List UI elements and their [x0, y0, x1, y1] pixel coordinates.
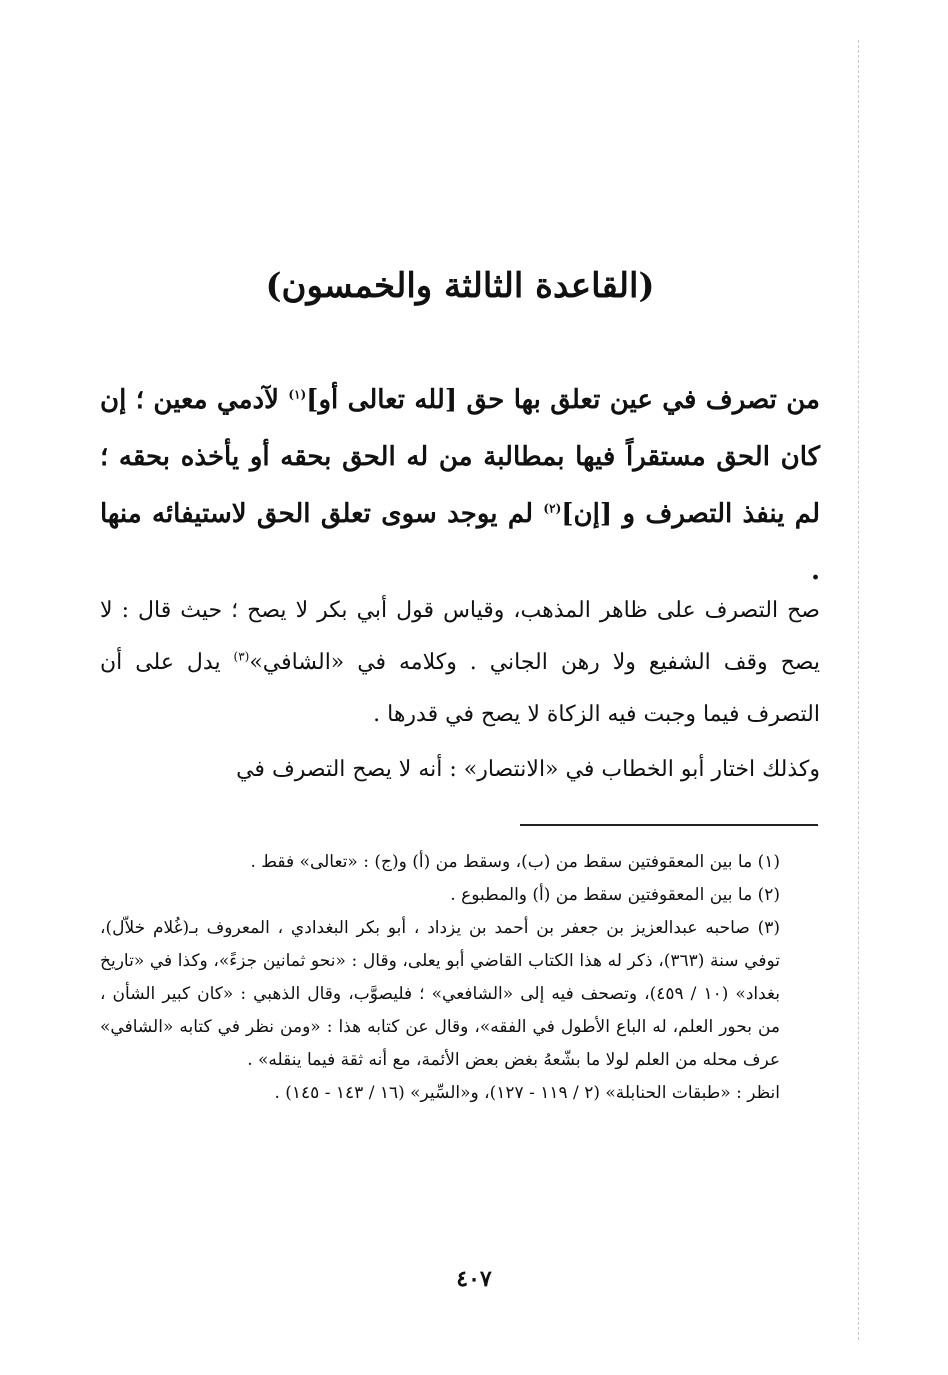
footnote-ref-1: (١)	[288, 387, 307, 402]
scan-edge-line	[858, 40, 859, 1340]
footnote-ref-2: (٢)	[543, 501, 562, 516]
page-number: ٤٠٧	[456, 1266, 492, 1292]
rule-text-part-1: من تصرف في عين تعلق بها حق [لله تعالى أو]	[306, 385, 820, 415]
footnote-separator	[520, 824, 818, 826]
chapter-title: (القاعدة الثالثة والخمسون)	[265, 266, 655, 306]
paragraph-1-part-a: صح التصرف على ظاهر المذهب، وقياس قول أبي بكر لا يصح ؛ حيث قال : لا يصح وقف الشفيع ولا رهن الجاني . وكلامه في «الشافي»	[100, 598, 820, 675]
footnotes-section	[100, 846, 820, 1110]
footnote-1: (١) ما بين المعقوفتين سقط من (ب)، وسقط من (أ) و(ج) : «تعالى» فقط .	[250, 852, 780, 872]
rule-statement	[100, 372, 820, 600]
footnote-ref-3: (٣)	[233, 649, 250, 664]
body-paragraph-2: وكذلك اختار أبو الخطاب في «الانتصار» : أنه لا يصح التصرف في	[236, 757, 820, 782]
rule-text-part-2: لآدمي معين ؛ إن كان الحق مستقراً فيها بمطالبة من له الحق بحقه أو يأخذه بحقه ؛ لم ينفذ التصرف و [إن]	[100, 385, 820, 529]
body-paragraph-1	[100, 585, 820, 741]
footnote-2: (٢) ما بين المعقوفتين سقط من (أ) والمطبوع .	[450, 885, 780, 905]
footnote-3: (٣) صاحبه عبدالعزيز بن جعفر بن أحمد بن يزداد ، أبو بكر البغدادي ، المعروف بـ(غُلام خلاّل)، توفي سنة (٣٦٣)، ذكر له هذا الكتاب القاضي أبو يعلى، وقال : «نحو ثمانين جزءً»، وكذا في «تاريخ بغداد» (١٠ / ٤٥٩)، وتصحف فيه إلى «الشافعي» ؛ فليصوَّب، وقال الذهبي : «كان كبير الشأن ، من بحور العلم، له الباع الأطول في الفقه»، وقال عن كتابه هذا : «ومن نظر في كتابه «الشافي» عرف محله من العلم لولا ما بشّعهُ بغض بعض الأئمة، مع أنه ثقة فيما ينقله» .	[100, 918, 780, 1070]
footnote-references: انظر : «طبقات الحنابلة» (٢ / ١١٩ - ١٢٧)، و«السِّير» (١٦ / ١٤٣ - ١٤٥) .	[274, 1083, 780, 1103]
paragraph-1-part-b: يدل على أن التصرف فيما وجبت فيه الزكاة لا يصح في قدرها .	[100, 650, 820, 727]
rule-text-part-3: لم يوجد سوى تعلق الحق لاستيفائه منها .	[100, 499, 820, 586]
